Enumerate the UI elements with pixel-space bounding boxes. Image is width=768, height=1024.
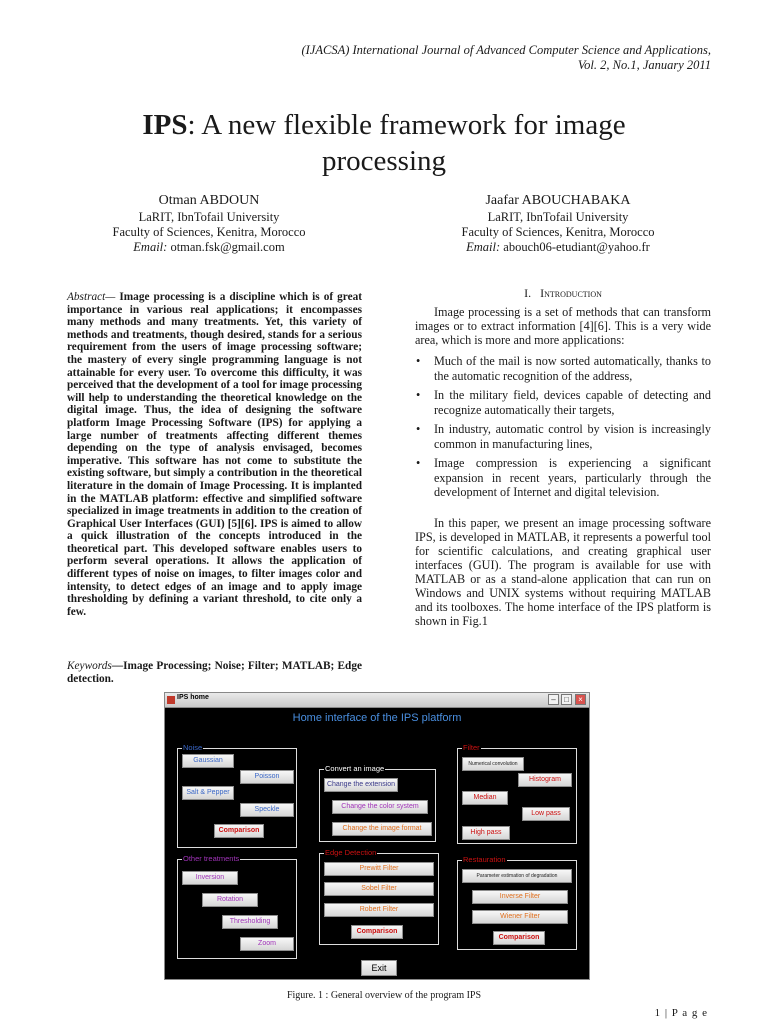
bullet-icon: •	[416, 456, 421, 470]
panel-label-filter: Filter	[463, 743, 480, 752]
author-faculty: Faculty of Sciences, Kenitra, Morocco	[112, 225, 306, 239]
list-item	[415, 388, 711, 417]
author-lab: LaRIT, IbnTofail University	[138, 210, 280, 224]
matlab-app-icon	[167, 696, 175, 704]
author-email-line	[84, 240, 334, 255]
gaussian-button[interactable]: Gaussian	[182, 754, 234, 768]
panel-other-treatments	[177, 854, 297, 959]
wiener-filter-button[interactable]: Wiener Filter	[472, 910, 568, 924]
high-pass-button[interactable]: High pass	[462, 826, 510, 840]
keywords-label: Keywords	[67, 660, 112, 672]
panel-filter	[457, 743, 577, 844]
maximize-icon[interactable]: □	[561, 694, 572, 705]
list-item-text: Much of the mail is now sorted automatically, thanks to the automatic recognition of the address,	[434, 354, 711, 383]
exit-button[interactable]: Exit	[361, 960, 397, 976]
intro-paragraph-1	[415, 305, 711, 347]
author-lab: LaRIT, IbnTofail University	[487, 210, 629, 224]
salt-pepper-button[interactable]: Salt & Pepper	[182, 786, 234, 800]
panel-label-restauration: Restauration	[463, 855, 506, 864]
list-item	[415, 422, 711, 451]
paper-title	[60, 107, 708, 179]
list-item-text: In industry, automatic control by vision is increasingly common in manufacturing lines,	[434, 422, 711, 451]
title-rest: : A new flexible framework for image	[187, 109, 626, 141]
window-heading: Home interface of the IPS platform	[292, 712, 462, 724]
list-item	[415, 456, 711, 500]
restauration-comparison-button[interactable]: Comparison	[493, 931, 545, 945]
bullet-icon: •	[416, 354, 421, 368]
keywords-text: —Image Processing; Noise; Filter; MATLAB; Edge detection.	[67, 660, 362, 685]
panel-edge-detection	[319, 848, 439, 945]
noise-comparison-button[interactable]: Comparison	[214, 824, 264, 838]
email-label: Email:	[133, 240, 168, 254]
inversion-button[interactable]: Inversion	[182, 871, 238, 885]
list-item-text: Image compression is experiencing a significant expansion in recent years, particularly through the development of Internet and digital television.	[434, 456, 711, 499]
robert-filter-button[interactable]: Robert Filter	[324, 903, 434, 917]
figure-caption: Figure. 1 : General overview of the program IPS	[286, 990, 482, 1001]
panel-noise	[177, 743, 297, 848]
section-number: I.	[524, 286, 532, 300]
panel-label-noise: Noise	[183, 743, 203, 752]
abstract-dash: —	[105, 291, 120, 303]
keywords	[67, 660, 362, 686]
author-email[interactable]: abouch06-etudiant@yahoo.fr	[500, 240, 650, 254]
list-item	[415, 354, 711, 383]
median-button[interactable]: Median	[462, 791, 508, 805]
section-heading-introduction	[415, 286, 711, 301]
change-extension-button[interactable]: Change the extension	[324, 778, 398, 792]
author-email-line	[418, 240, 698, 255]
author-name: Jaafar ABOUCHABAKA	[485, 193, 631, 208]
author-block-2	[418, 193, 698, 255]
prewitt-filter-button[interactable]: Prewitt Filter	[324, 862, 434, 876]
author-name: Otman ABDOUN	[158, 193, 260, 208]
page-footer: 1 | P a g e	[654, 1007, 708, 1019]
author-faculty: Faculty of Sciences, Kenitra, Morocco	[461, 225, 655, 239]
panel-convert	[319, 764, 436, 842]
panel-label-convert: Convert an image	[325, 764, 385, 773]
panel-restauration	[457, 855, 577, 950]
abstract-label: Abstract	[67, 291, 106, 303]
window-title: IPS home	[177, 694, 209, 701]
minimize-icon[interactable]: –	[548, 694, 559, 705]
journal-line-2: Vol. 2, No.1, January 2011	[577, 58, 711, 72]
section-title: Introduction	[540, 286, 602, 300]
intro-paragraph-2	[415, 516, 711, 628]
abstract	[67, 291, 362, 618]
panel-label-other-treatments: Other treatments	[183, 854, 240, 863]
journal-header	[151, 43, 711, 73]
bullet-icon: •	[416, 388, 421, 402]
low-pass-button[interactable]: Low pass	[522, 807, 570, 821]
title-line-2: processing	[321, 145, 447, 177]
email-label: Email:	[466, 240, 501, 254]
change-color-system-button[interactable]: Change the color system	[332, 800, 428, 814]
bullet-icon: •	[416, 422, 421, 436]
ips-home-window	[164, 692, 590, 980]
journal-line-1: (IJACSA) International Journal of Advanced Computer Science and Applications,	[301, 43, 711, 57]
sobel-filter-button[interactable]: Sobel Filter	[324, 882, 434, 896]
zoom-button[interactable]: Zoom	[240, 937, 294, 951]
intro-paragraph-2-text: In this paper, we present an image processing software IPS, is developed in MATLAB, it represents a powerful tool for scientific calculations, and creating graphical user interfaces (GUI). The program is available for use with MATLAB or as a stand-alone application that can run on Windows and UNIX systems without requiring MATLAB and its toolboxes. The home interface of the IPS platform is shown in Fig.1	[415, 516, 711, 628]
speckle-button[interactable]: Speckle	[240, 803, 294, 817]
author-email[interactable]: otman.fsk@gmail.com	[167, 240, 285, 254]
application-list	[415, 354, 711, 505]
histogram-button[interactable]: Histogram	[518, 773, 572, 787]
close-icon[interactable]: ×	[575, 694, 586, 705]
panel-label-edge-detection: Edge Detection	[325, 848, 377, 857]
abstract-text: Image processing is a discipline which is of great importance in various real applications; it encompasses many methods and many treatments. Yet, this variety of methods and treatments, though desired, stands for a serious requirement from the users of image processing software; the mastery of every single programming language is not attainable for every user. To overcome this difficulty, it was perceived that the development of a tool for image processing will help to understanding the theoretical knowledge on the digital image. Thus, the idea of designing the software platform Image Processing Software (IPS) for applying a large number of treatments affecting different themes depending on the type of analysis envisaged, becomes imperative. This software has not come to substitute the existing software, but simply a contribution in the theoretical literature in the domain of Image Processing. It is implanted in the MATLAB platform: effective and simplified software specialized in image treatments in addition to the creation of Graphical User Interfaces (GUI) [5][6]. IPS is aimed to allow a quick illustration of the concepts introduced in the theoretical part. This developed software enables users to perform several operations. It allows the application of different types of noise on images, to filter images color and intensity, to detect edges of an image and to apply image thresholding by defining a variant threshold, to cite only a few.	[67, 291, 363, 618]
list-item-text: In the military field, devices capable of detecting and recognize automatically their targets,	[434, 388, 711, 417]
rotation-button[interactable]: Rotation	[202, 893, 258, 907]
intro-paragraph-1-text: Image processing is a set of methods that can transform images or to extract information [4][6]. This is a very wide area, which is more and more applications:	[415, 305, 711, 347]
poisson-button[interactable]: Poisson	[240, 770, 294, 784]
author-block-1	[84, 193, 334, 255]
edge-comparison-button[interactable]: Comparison	[351, 925, 403, 939]
change-image-format-button[interactable]: Change the image format	[332, 822, 432, 836]
title-acronym: IPS	[142, 109, 188, 141]
window-titlebar	[165, 693, 589, 708]
thresholding-button[interactable]: Thresholding	[222, 915, 278, 929]
inverse-filter-button[interactable]: Inverse Filter	[472, 890, 568, 904]
parameter-estimation-button[interactable]: Parameter estimation of degradation	[462, 869, 572, 883]
numerical-convolution-button[interactable]: Numerical convolution	[462, 757, 524, 771]
